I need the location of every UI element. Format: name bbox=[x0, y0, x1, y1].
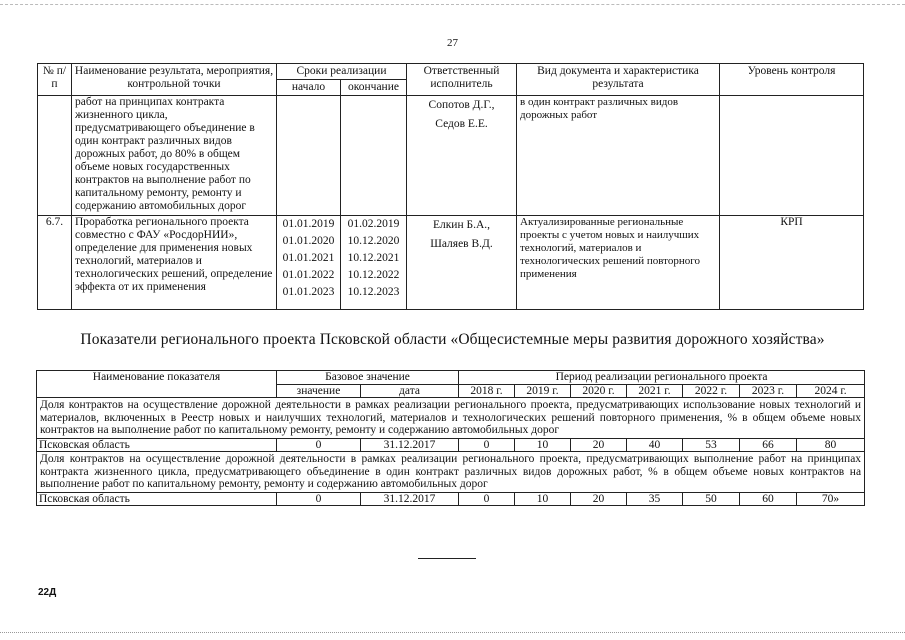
row-num: 6.7. bbox=[38, 216, 72, 310]
year-value: 60 bbox=[740, 492, 797, 506]
date-value: 10.12.2022 bbox=[347, 269, 400, 281]
executor-line: Шаляев В.Д. bbox=[430, 238, 493, 250]
header-year: 2022 г. bbox=[683, 384, 740, 398]
date-value: 01.01.2023 bbox=[282, 286, 335, 298]
header-year: 2024 г. bbox=[797, 384, 865, 398]
header-period: Период реализации регионального проекта bbox=[459, 371, 865, 385]
row-name: работ на принципах контракта жизненного цикла, предусматривающего объединение в один контракт различных видов дорожных работ, до 80% в общем объеме новых государственных контрактов на выполнение работ по капитальному ремонту, ремонту и содержанию автомобильных дорог bbox=[72, 96, 277, 216]
year-value: 10 bbox=[515, 438, 571, 452]
indicator-values-row bbox=[37, 438, 865, 452]
section-title: Показатели регионального проекта Псковской области «Общесистемные меры развития дорожного хозяйства» bbox=[80, 331, 825, 348]
date-value: 10.12.2023 bbox=[347, 286, 400, 298]
footer-divider bbox=[418, 558, 476, 559]
header-base-value: Базовое значение bbox=[277, 371, 459, 385]
header-result-name: Наименование результата, мероприятия, контрольной точки bbox=[72, 64, 277, 96]
date-value: 01.01.2019 bbox=[282, 218, 335, 230]
scan-edge-bottom bbox=[0, 632, 905, 633]
row-num bbox=[38, 96, 72, 216]
executor-line: Елкин Б.А., bbox=[432, 219, 491, 231]
executor-line: Сопотов Д.Г., bbox=[428, 99, 495, 111]
header-year: 2019 г. bbox=[515, 384, 571, 398]
year-value: 70» bbox=[797, 492, 865, 506]
row-executor bbox=[407, 96, 517, 216]
date-value: 01.01.2020 bbox=[282, 235, 335, 247]
scan-edge-top bbox=[0, 0, 905, 5]
indicator-description-row bbox=[37, 452, 865, 493]
indicator-values-row bbox=[37, 492, 865, 506]
year-value: 10 bbox=[515, 492, 571, 506]
footer-code: 22Д bbox=[38, 587, 57, 598]
table-row bbox=[38, 96, 864, 216]
region-name: Псковская область bbox=[37, 438, 277, 452]
row-start-dates bbox=[277, 216, 341, 310]
header-date: дата bbox=[361, 384, 459, 398]
row-document: в один контракт различных видов дорожных работ bbox=[517, 96, 720, 216]
row-control: КРП bbox=[720, 216, 864, 310]
header-year: 2018 г. bbox=[459, 384, 515, 398]
base-date: 31.12.2017 bbox=[361, 438, 459, 452]
region-name: Псковская область bbox=[37, 492, 277, 506]
date-value: 10.12.2020 bbox=[347, 235, 400, 247]
table-row bbox=[38, 216, 864, 310]
indicators-table bbox=[36, 370, 865, 506]
row-start bbox=[277, 96, 341, 216]
year-value: 0 bbox=[459, 492, 515, 506]
header-year: 2023 г. bbox=[740, 384, 797, 398]
indicator-description: Доля контрактов на осуществление дорожной деятельности в рамках реализации регионального проекта, предусматривающих выполнение работ на принципах контракта жизненного цикла, предусматривающего объединение в один контракт различных видов дорожных работ, % в общем объеме новых контрактов на выполнение работ по капитальному ремонту, ремонту и содержанию автомобильных дорог bbox=[37, 452, 865, 493]
year-value: 66 bbox=[740, 438, 797, 452]
row-end bbox=[341, 96, 407, 216]
year-value: 50 bbox=[683, 492, 740, 506]
row-end-dates bbox=[341, 216, 407, 310]
header-year: 2020 г. bbox=[571, 384, 627, 398]
header-document: Вид документа и характеристика результата bbox=[517, 64, 720, 96]
row-executor bbox=[407, 216, 517, 310]
header-end: окончание bbox=[341, 80, 407, 96]
header-control-level: Уровень контроля bbox=[720, 64, 864, 96]
page-number: 27 bbox=[447, 37, 458, 49]
year-value: 20 bbox=[571, 492, 627, 506]
base-date: 31.12.2017 bbox=[361, 492, 459, 506]
results-table bbox=[37, 63, 864, 310]
year-value: 53 bbox=[683, 438, 740, 452]
header-terms: Сроки реализации bbox=[277, 64, 407, 80]
date-value: 01.01.2022 bbox=[282, 269, 335, 281]
row-document: Актуализированные региональные проекты с учетом новых и наилучших технологий, материалов и технологических решений повторного применения bbox=[517, 216, 720, 310]
header-start: начало bbox=[277, 80, 341, 96]
base-value: 0 bbox=[277, 492, 361, 506]
base-value: 0 bbox=[277, 438, 361, 452]
header-num: № п/п bbox=[38, 64, 72, 96]
date-value: 01.02.2019 bbox=[347, 218, 400, 230]
year-value: 40 bbox=[627, 438, 683, 452]
year-value: 20 bbox=[571, 438, 627, 452]
header-year: 2021 г. bbox=[627, 384, 683, 398]
executor-line: Седов Е.Е. bbox=[435, 118, 488, 130]
row-name: Проработка регионального проекта совместно с ФАУ «РосдорНИИ», определение для применения новых технологий, материалов и технологических решений, определение эффекта от их применения bbox=[72, 216, 277, 310]
header-indicator-name: Наименование показателя bbox=[37, 371, 277, 398]
indicator-description-row bbox=[37, 398, 865, 439]
date-value: 01.01.2021 bbox=[282, 252, 335, 264]
year-value: 80 bbox=[797, 438, 865, 452]
year-value: 0 bbox=[459, 438, 515, 452]
date-value: 10.12.2021 bbox=[347, 252, 400, 264]
header-executor: Ответственный исполнитель bbox=[407, 64, 517, 96]
year-value: 35 bbox=[627, 492, 683, 506]
row-control bbox=[720, 96, 864, 216]
indicator-description: Доля контрактов на осуществление дорожной деятельности в рамках реализации регионального проекта, предусматривающих использование новых технологий и материалов, включенных в Реестр новых и наилучших технологий, материалов и технологических решений повторного применения, % в общем объеме новых контрактов на выполнение работ по капитальному ремонту, ремонту и содержанию автомобильных дорог bbox=[37, 398, 865, 439]
header-value: значение bbox=[277, 384, 361, 398]
